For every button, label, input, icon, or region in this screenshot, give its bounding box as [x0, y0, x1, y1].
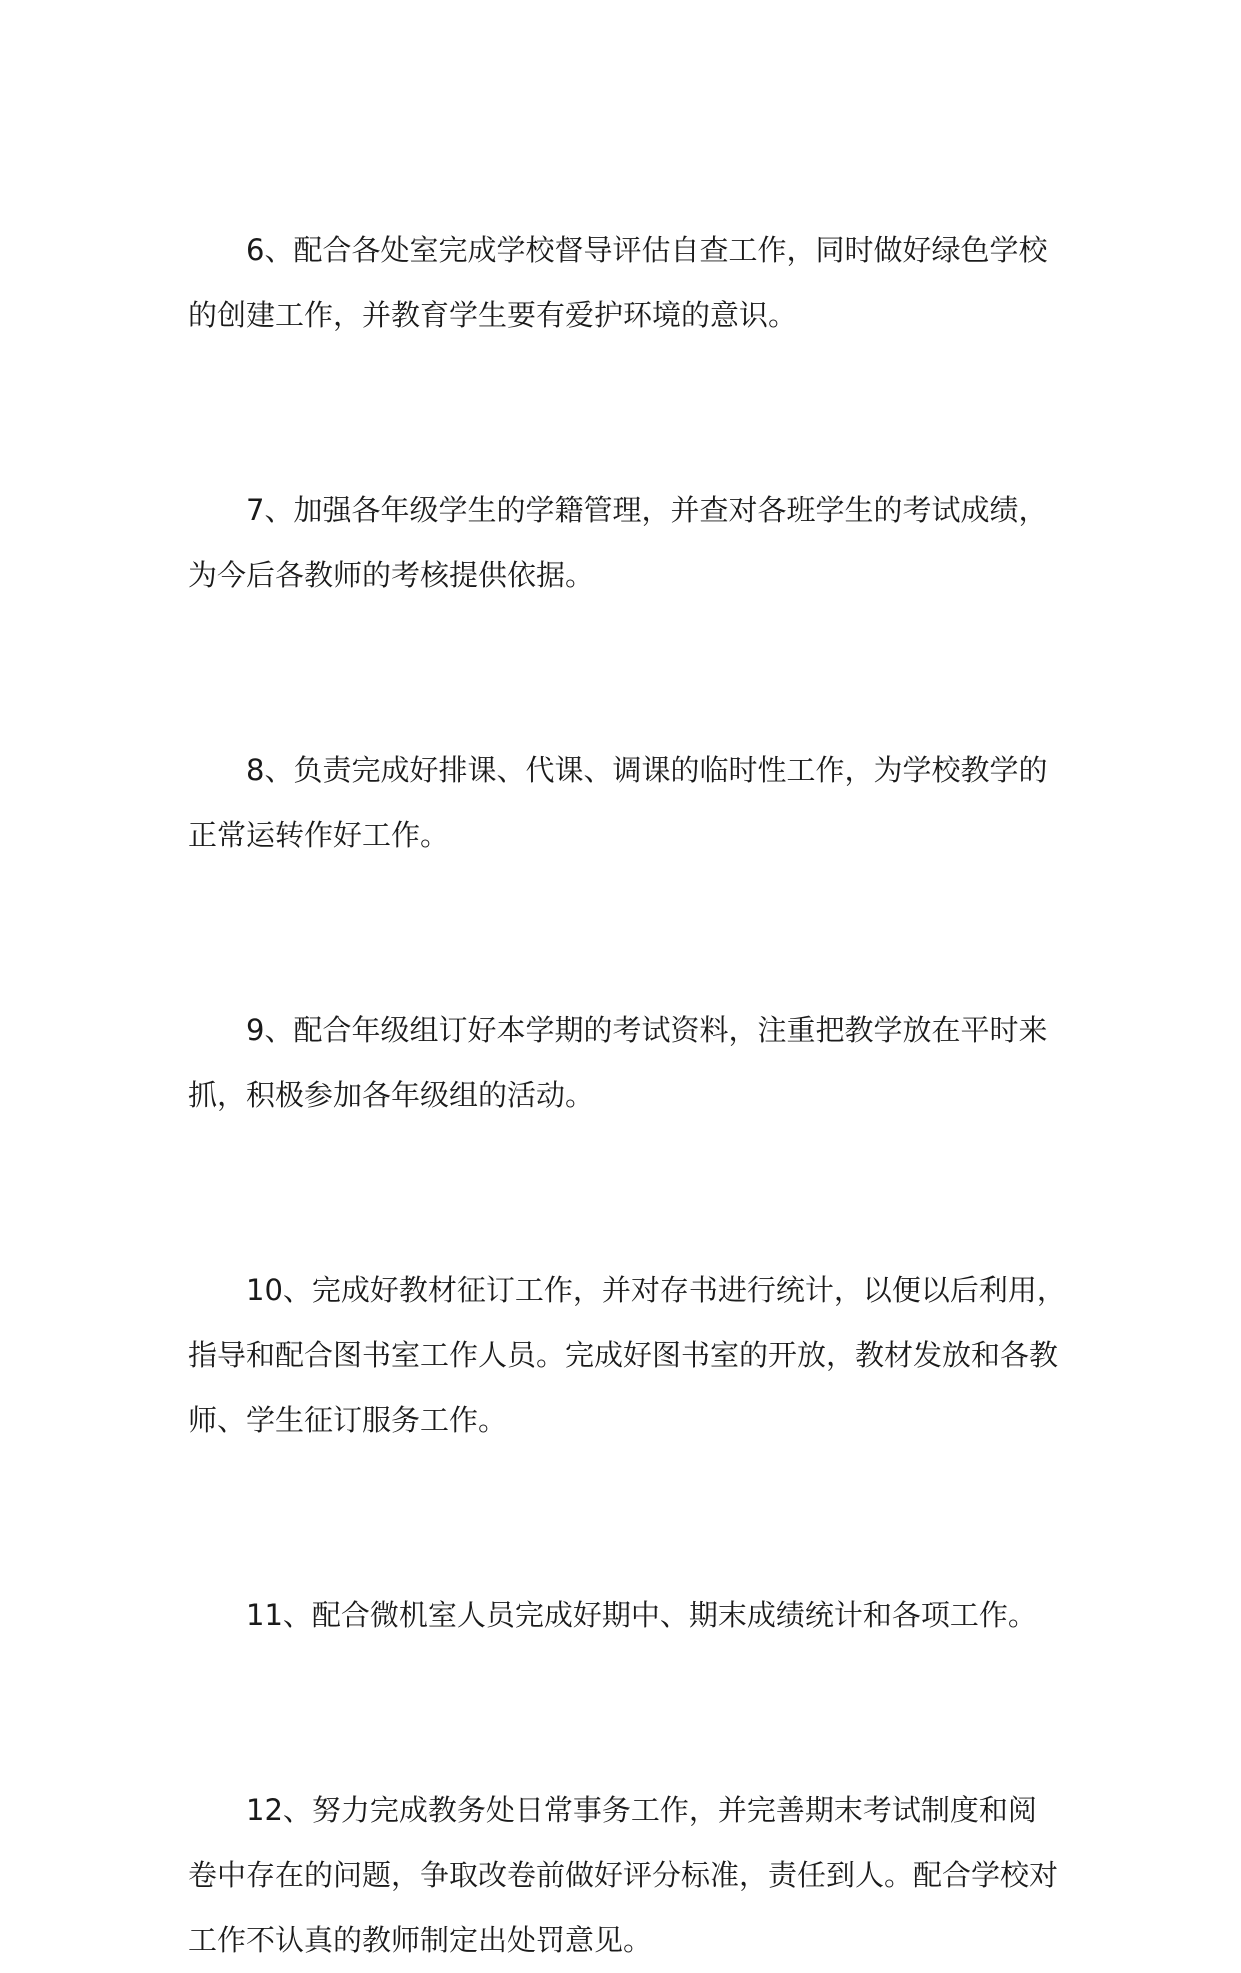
paragraph-item-10 — [188, 1258, 1088, 1453]
paragraph-item-11 — [188, 1583, 1088, 1648]
paragraph-line: 10、完成好教材征订工作，并对存书进行统计，以便以后利用， — [246, 1273, 1066, 1307]
paragraph-line: 工作不认真的教师制定出处罚意见。 — [188, 1923, 653, 1957]
paragraph-line: 师、学生征订服务工作。 — [188, 1403, 508, 1437]
paragraph-line: 的创建工作，并教育学生要有爱护环境的意识。 — [188, 298, 798, 332]
paragraph-line: 7、加强各年级学生的学籍管理，并查对各班学生的考试成绩， — [246, 493, 1048, 527]
paragraph-line: 8、负责完成好排课、代课、调课的临时性工作，为学校教学的 — [246, 753, 1048, 787]
paragraph-item-6 — [188, 218, 1088, 348]
paragraph-item-7 — [188, 478, 1088, 608]
paragraph-line: 12、努力完成教务处日常事务工作，并完善期末考试制度和阅 — [246, 1793, 1037, 1827]
paragraph-line: 正常运转作好工作。 — [188, 818, 450, 852]
paragraph-line: 为今后各教师的考核提供依据。 — [188, 558, 595, 592]
paragraph-line: 6、配合各处室完成学校督导评估自查工作，同时做好绿色学校 — [246, 233, 1048, 267]
paragraph-item-9 — [188, 998, 1088, 1128]
paragraph-line: 抓，积极参加各年级组的活动。 — [188, 1078, 595, 1112]
paragraph-item-12 — [188, 1778, 1088, 1973]
paragraph-line: 指导和配合图书室工作人员。完成好图书室的开放，教材发放和各教 — [188, 1338, 1059, 1372]
document-body — [188, 218, 1088, 1973]
paragraph-line: 卷中存在的问题，争取改卷前做好评分标准，责任到人。配合学校对 — [188, 1858, 1059, 1892]
paragraph-line: 11、配合微机室人员完成好期中、期末成绩统计和各项工作。 — [246, 1598, 1037, 1632]
paragraph-item-8 — [188, 738, 1088, 868]
paragraph-line: 9、配合年级组订好本学期的考试资料，注重把教学放在平时来 — [246, 1013, 1048, 1047]
